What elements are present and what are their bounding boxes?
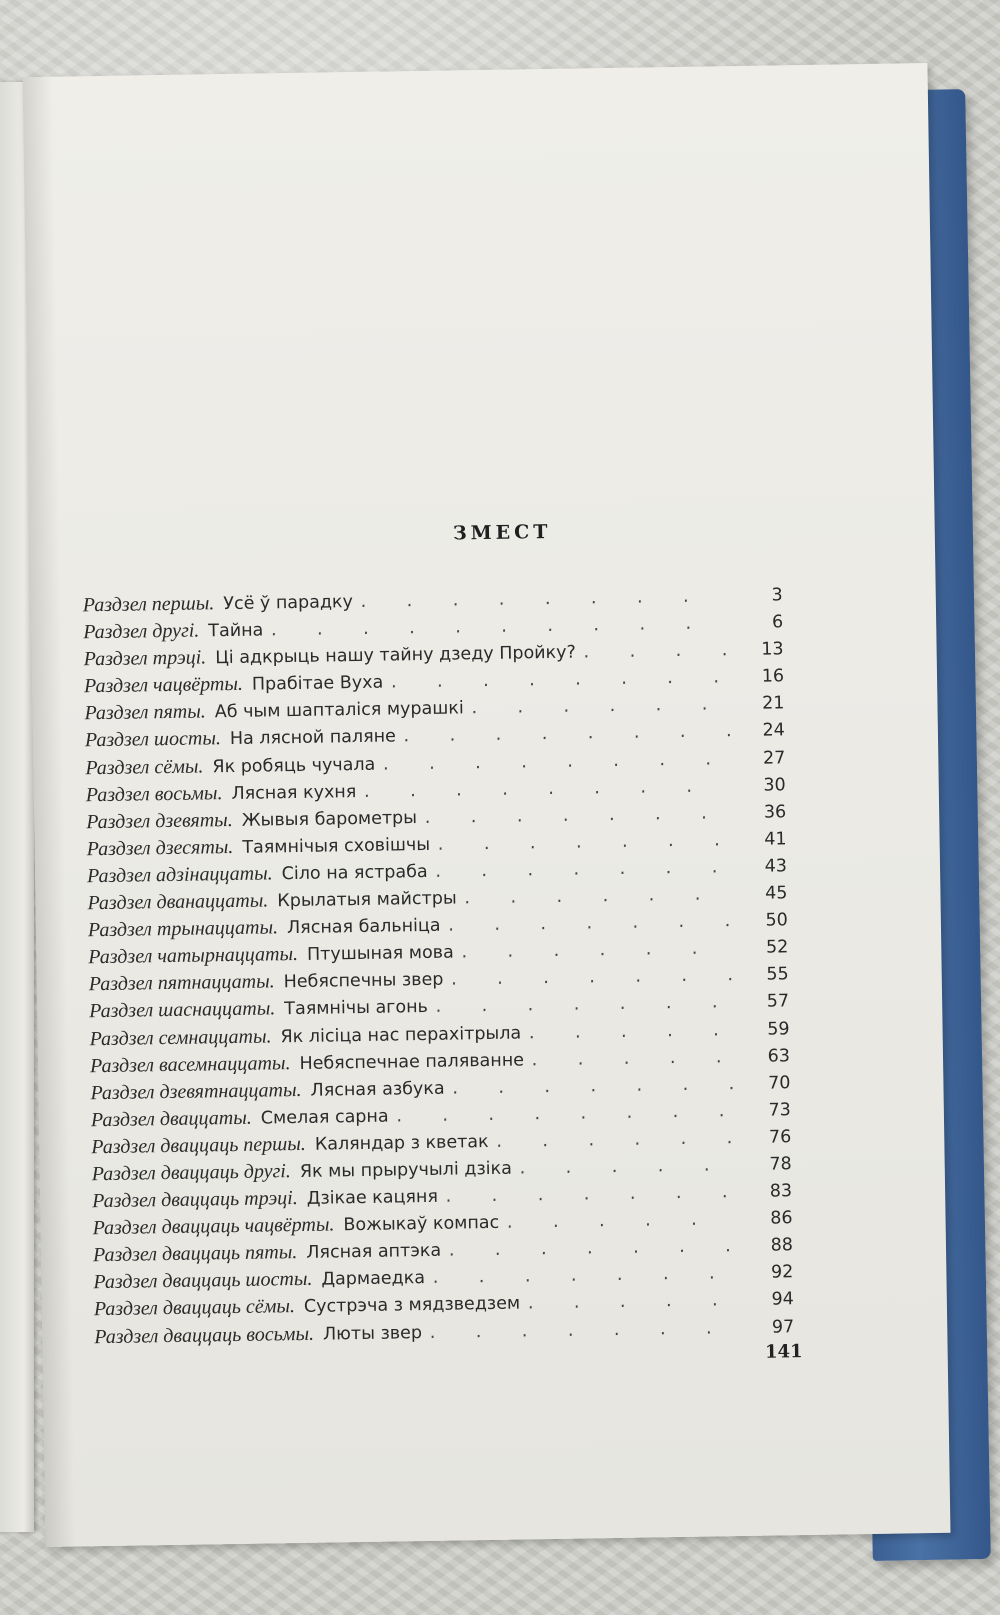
entry-page-number: 21 — [762, 693, 785, 715]
entry-title: Як робяць чучала — [212, 754, 376, 777]
entry-label: Раздзел другі. — [83, 619, 200, 644]
entry-title: Лясная азбука — [310, 1078, 445, 1101]
entry-label: Раздзел адзінаццаты. — [86, 862, 273, 888]
entry-label: Раздзел семнаццаты. — [89, 1024, 272, 1050]
entry-title: Крылатыя майстры — [277, 888, 457, 912]
dot-leader — [359, 587, 729, 611]
entry-label: Раздзел дваццаць шосты. — [93, 1268, 313, 1294]
entry-label: Раздзел дваццаць трэці. — [92, 1187, 298, 1213]
entry-label: Раздзел дзесяты. — [86, 835, 234, 861]
entry-page-number: 59 — [767, 1018, 790, 1040]
entry-title: Як мы прыручылі дзіка — [299, 1158, 513, 1182]
dot-leader — [518, 1156, 738, 1177]
entry-title: Птушыная мова — [306, 942, 454, 966]
entry-label: Раздзел шаснаццаты. — [89, 997, 276, 1023]
entry-title: Тайна — [208, 620, 264, 642]
entry-page-number: 86 — [770, 1208, 793, 1229]
dot-leader — [394, 1102, 737, 1125]
entry-page-number: 3 — [771, 585, 783, 606]
entry-page-number: 6 — [771, 612, 784, 633]
table-of-contents — [83, 583, 795, 1353]
dot-leader — [449, 966, 735, 988]
entry-page-number: 45 — [764, 883, 788, 904]
entry-label: Раздзел дваццаць пяты. — [92, 1241, 298, 1267]
dot-leader — [389, 668, 730, 691]
entry-label: Раздзел шосты. — [84, 727, 222, 752]
entry-page-number: 50 — [765, 910, 789, 931]
entry-label: Раздзел першы. — [82, 592, 215, 617]
dot-leader — [402, 723, 731, 746]
dot-leader — [495, 1129, 738, 1151]
dot-leader — [381, 750, 731, 773]
entry-title: Сустрэча з мядзведзем — [303, 1293, 521, 1318]
dot-leader — [447, 1237, 739, 1260]
entry-page-number: 57 — [766, 991, 790, 1013]
entry-label: Раздзел пяты. — [84, 700, 206, 725]
entry-title: Лясная бальніца — [286, 915, 441, 939]
entry-page-number: 52 — [765, 937, 789, 958]
entry-label: Раздзел дваццаць другі. — [91, 1160, 292, 1186]
entry-label: Раздзел васемнаццаты. — [89, 1051, 291, 1077]
dot-leader — [423, 804, 732, 827]
dot-leader — [505, 1210, 739, 1232]
entry-title: Лясная аптэка — [306, 1241, 442, 1264]
entry-page-number: 92 — [770, 1262, 794, 1283]
entry-title: Як лісіца нас перахітрыла — [280, 1022, 522, 1047]
dot-leader — [446, 912, 734, 935]
entry-label: Раздзел сёмы. — [85, 755, 204, 779]
entry-title: Смелая сарна — [260, 1106, 389, 1129]
entry-label: Раздзел восьмы. — [85, 781, 223, 806]
entry-page-number: 76 — [768, 1127, 792, 1148]
entry-title: Таямнічы агонь — [284, 997, 429, 1020]
toc-heading: ЗМЕСТ — [452, 520, 552, 545]
entry-title: Небяспечны звер — [283, 970, 444, 993]
entry-page-number: 13 — [761, 639, 784, 660]
entry-title: Сіло на ястраба — [281, 861, 428, 885]
entry-title: Жывыя барометры — [241, 807, 418, 831]
entry-label: Раздзел трынаццаты. — [87, 916, 279, 942]
entry-title: Вожыкаў компас — [343, 1213, 500, 1236]
entry-page-number: 43 — [764, 856, 788, 877]
entry-label: Раздзел дваццаць сёмы. — [93, 1295, 296, 1321]
dot-leader — [460, 939, 735, 961]
entry-page-number: 83 — [769, 1181, 793, 1202]
entry-page-number: 73 — [768, 1100, 791, 1121]
dot-leader — [428, 1319, 741, 1342]
entry-label: Раздзел чацвёрты. — [83, 673, 244, 698]
dot-leader — [269, 614, 729, 639]
dot-leader — [530, 1048, 736, 1069]
entry-page-number: 16 — [761, 666, 785, 687]
entry-page-number: 63 — [767, 1045, 791, 1067]
dot-leader — [463, 885, 734, 907]
dot-leader — [582, 641, 730, 661]
entry-label: Раздзел дваццаты. — [90, 1106, 252, 1132]
dot-leader — [470, 696, 731, 718]
entry-title: Лясная кухня — [231, 781, 357, 804]
entry-label: Раздзел дзевяты. — [86, 808, 233, 834]
dot-leader — [362, 777, 732, 801]
entry-title: Усё ў парадку — [223, 592, 354, 615]
entry-label: Раздзел дваццаць восьмы. — [94, 1322, 315, 1348]
entry-title: Дзікае кацяня — [306, 1186, 439, 1209]
entry-title: Прабітае Вуха — [251, 672, 384, 695]
dot-leader — [450, 1075, 736, 1097]
dot-leader — [436, 831, 733, 854]
page-number: 141 — [764, 1341, 803, 1363]
entry-label: Раздзел трэці. — [83, 646, 207, 671]
entry-label: Раздзел дваццаць першы. — [91, 1132, 307, 1159]
entry-page-number: 70 — [767, 1072, 791, 1094]
entry-page-number: 78 — [769, 1154, 792, 1175]
entry-label: Раздзел дваццаць чацвёрты. — [92, 1213, 335, 1240]
entry-page-number: 41 — [764, 829, 787, 850]
entry-title: Люты звер — [322, 1322, 423, 1345]
book-page — [23, 63, 951, 1547]
entry-page-number: 36 — [763, 802, 787, 823]
dot-leader — [431, 1264, 740, 1287]
entry-title: Таямнічыя сховішчы — [242, 834, 431, 858]
entry-page-number: 30 — [763, 774, 786, 796]
entry-page-number: 88 — [770, 1235, 794, 1256]
entry-label: Раздзел чатырнаццаты. — [88, 943, 299, 969]
entry-page-number: 24 — [762, 720, 786, 742]
dot-leader — [526, 1292, 740, 1313]
dot-leader — [444, 1183, 738, 1206]
entry-title: Дармаедка — [321, 1268, 426, 1290]
dot-leader — [434, 994, 736, 1017]
entry-label: Раздзел дзевятнаццаты. — [90, 1078, 302, 1104]
entry-title: Ці адкрыць нашу тайну дзеду Пройку? — [215, 642, 576, 669]
entry-page-number: 27 — [762, 747, 786, 769]
entry-label: Раздзел дванаццаты. — [87, 889, 269, 915]
entry-page-number: 97 — [771, 1316, 795, 1338]
entry-page-number: 94 — [771, 1289, 794, 1311]
entry-title: Каляндар з кветак — [314, 1131, 489, 1155]
entry-title: На лясной паляне — [229, 726, 397, 750]
dot-leader — [434, 858, 734, 881]
entry-title: Небяспечнае паляванне — [299, 1050, 525, 1074]
dot-leader — [527, 1021, 736, 1042]
entry-title: Аб чым шапталіся мурашкі — [214, 698, 464, 723]
entry-page-number: 55 — [766, 964, 789, 985]
entry-label: Раздзел пятнаццаты. — [88, 970, 275, 996]
